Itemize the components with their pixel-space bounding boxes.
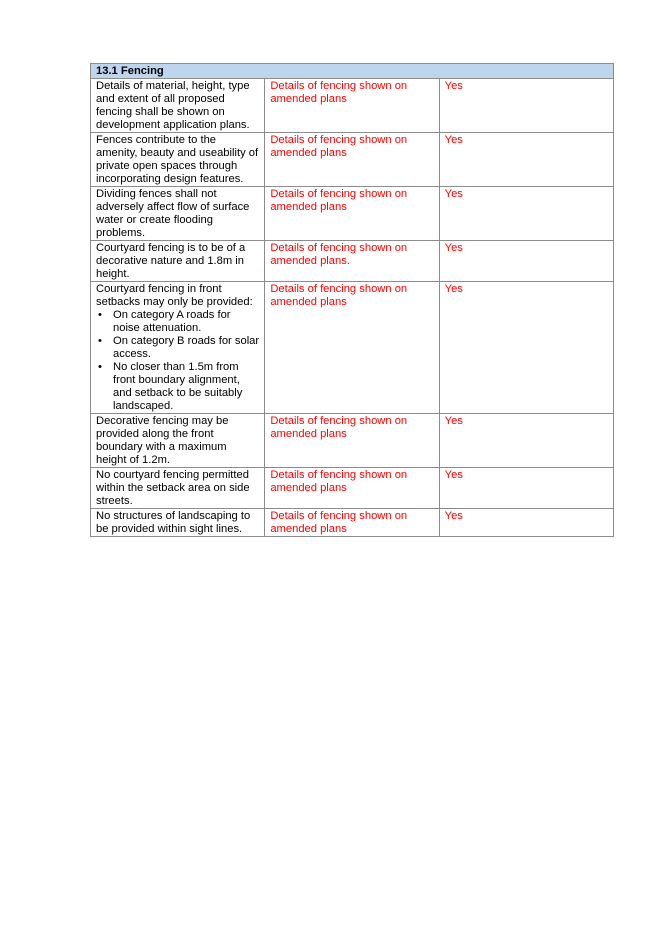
comment-cell: Details of fencing shown on amended plans: [265, 468, 439, 509]
bullet-list: [96, 309, 259, 413]
requirement-cell: Dividing fences shall not adversely affect flow of surface water or create flooding problems.: [91, 187, 265, 241]
comment-cell: Details of fencing shown on amended plans: [265, 282, 439, 414]
comment-cell: Details of fencing shown on amended plans.: [265, 241, 439, 282]
requirement-cell: [91, 282, 265, 414]
section-title: 13.1 Fencing: [91, 64, 614, 79]
complies-cell: Yes: [439, 282, 613, 414]
bullet-item: • On category A roads for noise attenuation.: [96, 309, 259, 335]
requirement-cell: No courtyard fencing permitted within the setback area on side streets.: [91, 468, 265, 509]
table-row: [91, 187, 614, 241]
requirement-cell: Decorative fencing may be provided along the front boundary with a maximum height of 1.2m.: [91, 414, 265, 468]
comment-cell: Details of fencing shown on amended plans: [265, 509, 439, 537]
table-row: [91, 133, 614, 187]
table-row: [91, 79, 614, 133]
section-heading-row: [91, 64, 614, 79]
requirement-cell: Courtyard fencing is to be of a decorative nature and 1.8m in height.: [91, 241, 265, 282]
complies-cell: Yes: [439, 241, 613, 282]
comment-cell: Details of fencing shown on amended plans: [265, 79, 439, 133]
fencing-compliance-table: [90, 63, 614, 537]
comment-cell: Details of fencing shown on amended plans: [265, 133, 439, 187]
table-row: [91, 509, 614, 537]
table-row: [91, 282, 614, 414]
requirement-intro: Courtyard fencing in front setbacks may only be provided:: [96, 283, 253, 308]
table-row: [91, 468, 614, 509]
bullet-item: • No closer than 1.5m from front boundary alignment, and setback to be suitably landscaped.: [96, 361, 259, 413]
table-row: [91, 414, 614, 468]
requirement-cell: No structures of landscaping to be provided within sight lines.: [91, 509, 265, 537]
bullet-item: • On category B roads for solar access.: [96, 335, 259, 361]
complies-cell: Yes: [439, 509, 613, 537]
complies-cell: Yes: [439, 468, 613, 509]
requirement-cell: Details of material, height, type and extent of all proposed fencing shall be shown on development application plans.: [91, 79, 265, 133]
complies-cell: Yes: [439, 79, 613, 133]
comment-cell: Details of fencing shown on amended plans: [265, 414, 439, 468]
table-row: [91, 241, 614, 282]
requirement-cell: Fences contribute to the amenity, beauty and useability of private open spaces through incorporating design features.: [91, 133, 265, 187]
complies-cell: Yes: [439, 133, 613, 187]
complies-cell: Yes: [439, 414, 613, 468]
complies-cell: Yes: [439, 187, 613, 241]
comment-cell: Details of fencing shown on amended plans: [265, 187, 439, 241]
